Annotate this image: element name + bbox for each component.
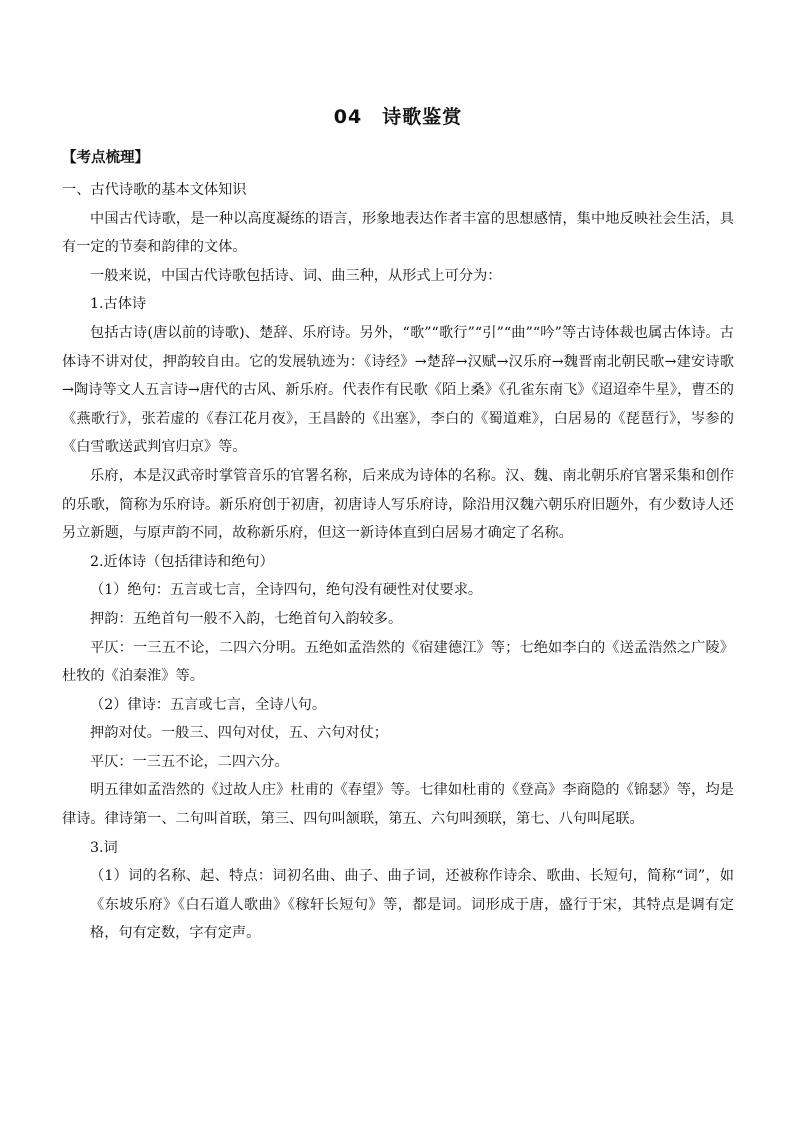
paragraph-lvshi-examples: 明五律如孟浩然的《过故人庄》杜甫的《春望》等。七律如杜甫的《登高》李商隐的《锦瑟》等，均是律诗。律诗第一、二句叫首联，第三、四句叫颔联，第五、六句叫颈联，第七、八句叫尾联。 xyxy=(62,782,734,828)
paragraph-overview: 一般来说，中国古代诗歌包括诗、词、曲三种，从形式上可分为： xyxy=(90,267,502,284)
paragraph-yuefu: 乐府，本是汉武帝时掌管音乐的官署名称，后来成为诗体的名称。汉、魏、南北朝乐府官署采集和创作的乐歌，简称为乐府诗。新乐府创于初唐，初唐诗人写乐府诗，除沿用汉魏六朝乐府旧题外，有少数诗人还另立新题，与原声韵不同，故称新乐府，但这一新诗体直到白居易才确定了名称。 xyxy=(62,467,734,542)
section-subheading: 一、古代诗歌的基本文体知识 xyxy=(62,182,247,198)
paragraph-lvshi: （2）律诗：五言或七言，全诗八句。 xyxy=(90,696,327,713)
paragraph-ancient-poetry: 包括古诗(唐以前的诗歌)、楚辞、乐府诗。另外，“歌”“歌行”“引”“曲”“吟”等古诗体裁也属古体诗。古体诗不讲对仗，押韵较自由。它的发展轨迹为：《诗经》→楚辞→汉赋→汉乐府→魏晋南北朝民歌→建安诗歌→陶诗等文人五言诗→唐代的古风、新乐府。代表作有民歌《陌上桑》《孔雀东南飞》《迢迢牵牛星》，曹丕的《燕歌行》，张若虚的《春江花月夜》，王昌龄的《出塞》，李白的《蜀道难》，白居易的《琵琶行》，岑参的《白雪歌送武判官归京》等。 xyxy=(62,324,734,456)
paragraph-jueju-tone: 平仄：一三五不论，二四六分明。五绝如孟浩然的《宿建德江》等；七绝如李白的《送孟浩然之广陵》杜牧的《泊秦淮》等。 xyxy=(62,639,734,685)
page-title: 04 诗歌鉴赏 xyxy=(333,106,463,128)
paragraph-lvshi-rhyme: 押韵对仗。一般三、四句对仗，五、六句对仗； xyxy=(90,725,388,742)
paragraph-jueju-rhyme: 押韵：五绝首句一般不入韵，七绝首句入韵较多。 xyxy=(90,610,403,627)
paragraph-lvshi-tone: 平仄：一三五不论，二四六分。 xyxy=(90,753,289,770)
item-heading-ancient-poetry: 1.古体诗 xyxy=(90,296,147,313)
section-heading: 【考点梳理】 xyxy=(62,150,149,166)
paragraph-jueju: （1）绝句：五言或七言，全诗四句，绝句没有硬性对仗要求。 xyxy=(90,582,483,599)
document-body xyxy=(62,176,734,948)
paragraph-ci: （1）词的名称、起、特点：词初名曲、曲子、曲子词，还被称作诗余、歌曲、长短句，简称“词”，如《东坡乐府》《白石道人歌曲》《稼轩长短句》等，都是词。词形成于唐，盛行于宋，其特点是调有定格，句有定数，字有定声。 xyxy=(90,868,734,942)
paragraph-definition: 中国古代诗歌，是一种以高度凝练的语言，形象地表达作者丰富的思想感情，集中地反映社会生活，具有一定的节奏和韵律的文体。 xyxy=(62,210,734,256)
item-heading-ci: 3.词 xyxy=(90,839,118,856)
item-heading-modern-poetry: 2.近体诗（包括律诗和绝句） xyxy=(90,553,274,570)
